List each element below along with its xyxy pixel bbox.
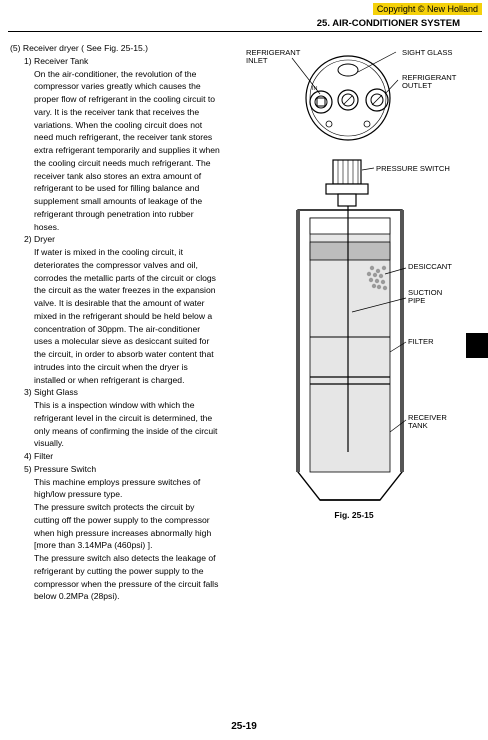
- body-line: cutting off the power supply to the compressor: [34, 514, 210, 525]
- body-line: On the air-conditioner, the revolution of the: [34, 68, 197, 79]
- body-line: receiver tank also stores an extra amount of: [34, 170, 202, 181]
- body-line: compressor when the pressure of the circuit falls: [34, 578, 219, 589]
- body-line: variations. When the cooling circuit does not: [34, 119, 203, 130]
- receiver-tank-body: [298, 206, 402, 500]
- body-line: below 0.2MPa (28psi).: [34, 591, 120, 602]
- body-line: refrigerant level in the circuit is determined, the: [34, 412, 213, 423]
- body-line: the cooling circuit needs much refrigerant. The: [34, 157, 211, 168]
- section-tab-marker: [466, 333, 488, 358]
- label-suction-pipe-line2: PIPE: [408, 296, 426, 305]
- copyright-badge: Copyright © New Holland: [373, 3, 482, 15]
- body-line: deteriorates the compressor valves and oil,: [34, 259, 198, 270]
- body-line: corrodes the metallic parts of the circuit or clogs: [34, 272, 216, 283]
- body-line: only means of confirming the inside of the circuit: [34, 425, 218, 436]
- body-line: high/low pressure type.: [34, 489, 123, 500]
- body-line: the circuit as the water freezes in the expansion: [34, 285, 216, 296]
- body-line: compressor varies greatly which causes the: [34, 81, 201, 92]
- body-line: installed or when refrigerant is charged.: [34, 374, 185, 385]
- receiver-dryer-figure: [240, 42, 488, 522]
- body-line: refrigerant through penetration into rubber: [34, 208, 194, 219]
- body-line: concentration of 30ppm. The air-conditioner: [34, 323, 201, 334]
- body-line: hoses.: [34, 221, 60, 232]
- page-number: 25-19: [231, 721, 257, 732]
- body-line: visually.: [34, 438, 64, 449]
- label-suction-pipe: SUCTION: [408, 288, 443, 297]
- pressure-switch-part: [326, 160, 368, 206]
- label-receiver-tank: RECEIVER: [408, 413, 447, 422]
- item-title-dryer: 2) Dryer: [24, 234, 56, 245]
- label-pressure-switch: PRESSURE SWITCH: [376, 164, 450, 173]
- body-line: mixed in the refrigerant should be held below a: [34, 310, 213, 321]
- item-title-receiver-tank: 1) Receiver Tank: [24, 55, 89, 66]
- label-refrigerant-outlet-line2: OUTLET: [402, 81, 432, 90]
- label-receiver-tank-line2: TANK: [408, 421, 428, 430]
- in-mark: IN: [312, 86, 318, 92]
- item-title-filter: 4) Filter: [24, 451, 54, 461]
- section-heading: (5) Receiver dryer ( See Fig. 25-15.): [10, 43, 149, 53]
- body-line: the circuit, in order to absorb water content that: [34, 349, 214, 359]
- figure-caption: Fig. 25-15: [334, 510, 374, 520]
- label-sight-glass: SIGHT GLASS: [402, 48, 453, 57]
- body-line: supplement small amounts of leakage of the: [34, 196, 203, 206]
- item-title-sight-glass: 3) Sight Glass: [24, 387, 78, 398]
- body-line: This machine employs pressure switches of: [34, 476, 201, 487]
- body-line: valve. It is desirable that the amount of water: [34, 298, 205, 308]
- section-title: 25. AIR-CONDITIONER SYSTEM: [316, 18, 460, 29]
- body-line: proper flow of refrigerant in the cooling circuit to: [34, 94, 216, 104]
- text-column: [10, 42, 245, 603]
- label-filter: FILTER: [408, 337, 434, 346]
- body-line: refrigerant by cutting the power supply to the: [34, 565, 204, 576]
- body-line: intrudes into the circuit when the dryer is: [34, 361, 188, 372]
- body-line: uses a molecular sieve as desiccant suited for: [34, 336, 210, 347]
- body-line: vary. It is the receiver tank that receives the: [34, 106, 200, 117]
- header-divider: [8, 31, 482, 32]
- label-refrigerant-outlet: REFRIGERANT: [402, 73, 457, 82]
- body-line: The pressure switch also detects the leakage of: [34, 553, 216, 563]
- body-line: This is a inspection window with which the: [34, 400, 195, 410]
- label-desiccant: DESICCANT: [408, 262, 452, 271]
- body-line: when high pressure increases abnormally high: [34, 527, 212, 538]
- item-title-pressure-switch: 5) Pressure Switch: [24, 463, 97, 474]
- body-line: [more than 3.14MPa (460psi) ].: [34, 540, 153, 551]
- body-line: The pressure switch protects the circuit by: [34, 502, 195, 512]
- body-line: refrigerant to be used for filling balance and: [34, 183, 200, 194]
- label-refrigerant-inlet: REFRIGERANT: [246, 48, 301, 57]
- body-line: need much refrigerant, the receiver tank stores: [34, 132, 213, 143]
- body-line: extra refrigerant temporarily and supplies it when: [34, 145, 220, 155]
- body-line: If water is mixed in the cooling circuit, it: [34, 247, 184, 257]
- top-view: [306, 56, 390, 140]
- label-refrigerant-inlet-line2: INLET: [246, 56, 268, 65]
